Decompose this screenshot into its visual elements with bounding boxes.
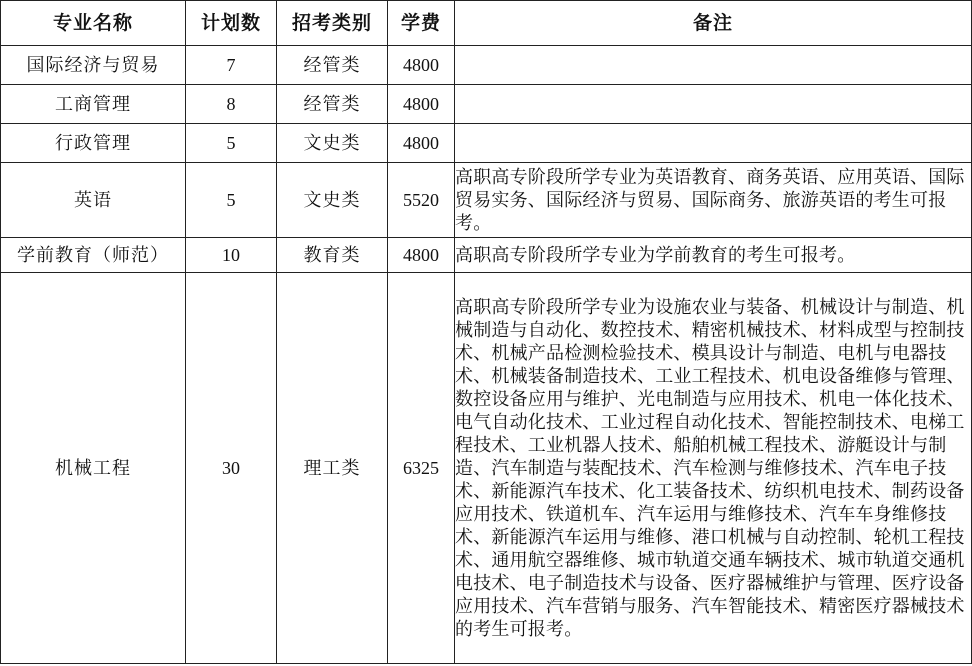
cell-plan: 7 xyxy=(186,46,277,85)
table-row xyxy=(1,85,972,124)
cell-category: 文史类 xyxy=(277,124,388,163)
cell-fee: 6325 xyxy=(388,273,455,664)
cell-major: 国际经济与贸易 xyxy=(1,46,186,85)
cell-major: 机械工程 xyxy=(1,273,186,664)
cell-plan: 10 xyxy=(186,238,277,273)
table-row xyxy=(1,46,972,85)
cell-remark xyxy=(455,46,972,85)
header-plan: 计划数 xyxy=(186,1,277,46)
cell-fee: 4800 xyxy=(388,238,455,273)
header-fee: 学费 xyxy=(388,1,455,46)
cell-plan: 5 xyxy=(186,124,277,163)
header-major: 专业名称 xyxy=(1,1,186,46)
cell-fee: 5520 xyxy=(388,163,455,238)
table-row xyxy=(1,163,972,238)
cell-remark: 高职高专阶段所学专业为英语教育、商务英语、应用英语、国际贸易实务、国际经济与贸易、国际商务、旅游英语的考生可报考。 xyxy=(455,163,972,238)
cell-plan: 8 xyxy=(186,85,277,124)
cell-category: 经管类 xyxy=(277,46,388,85)
table-row xyxy=(1,273,972,664)
table-header-row xyxy=(1,1,972,46)
cell-fee: 4800 xyxy=(388,46,455,85)
cell-category: 教育类 xyxy=(277,238,388,273)
cell-category: 经管类 xyxy=(277,85,388,124)
cell-major: 英语 xyxy=(1,163,186,238)
cell-major: 工商管理 xyxy=(1,85,186,124)
cell-remark: 高职高专阶段所学专业为学前教育的考生可报考。 xyxy=(455,238,972,273)
cell-plan: 30 xyxy=(186,273,277,664)
cell-category: 文史类 xyxy=(277,163,388,238)
cell-fee: 4800 xyxy=(388,85,455,124)
header-remark: 备注 xyxy=(455,1,972,46)
cell-fee: 4800 xyxy=(388,124,455,163)
table-row xyxy=(1,238,972,273)
cell-remark: 高职高专阶段所学专业为设施农业与装备、机械设计与制造、机械制造与自动化、数控技术、精密机械技术、材料成型与控制技术、机械产品检测检验技术、模具设计与制造、电机与电器技术、机械装备制造技术、工业工程技术、机电设备维修与管理、数控设备应用与维护、光电制造与应用技术、机电一体化技术、电气自动化技术、工业过程自动化技术、智能控制技术、电梯工程技术、工业机器人技术、船舶机械工程技术、游艇设计与制造、汽车制造与装配技术、汽车检测与维修技术、汽车电子技术、新能源汽车技术、化工装备技术、纺织机电技术、制药设备应用技术、铁道机车、汽车运用与维修技术、汽车车身维修技术、新能源汽车运用与维修、港口机械与自动控制、轮机工程技术、通用航空器维修、城市轨道交通车辆技术、城市轨道交通机电技术、电子制造技术与设备、医疗器械维护与管理、医疗设备应用技术、汽车营销与服务、汽车智能技术、精密医疗器械技术的考生可报考。 xyxy=(455,273,972,664)
cell-major: 学前教育（师范） xyxy=(1,238,186,273)
cell-major: 行政管理 xyxy=(1,124,186,163)
header-category: 招考类别 xyxy=(277,1,388,46)
cell-remark xyxy=(455,85,972,124)
cell-category: 理工类 xyxy=(277,273,388,664)
cell-remark xyxy=(455,124,972,163)
table-row xyxy=(1,124,972,163)
cell-plan: 5 xyxy=(186,163,277,238)
